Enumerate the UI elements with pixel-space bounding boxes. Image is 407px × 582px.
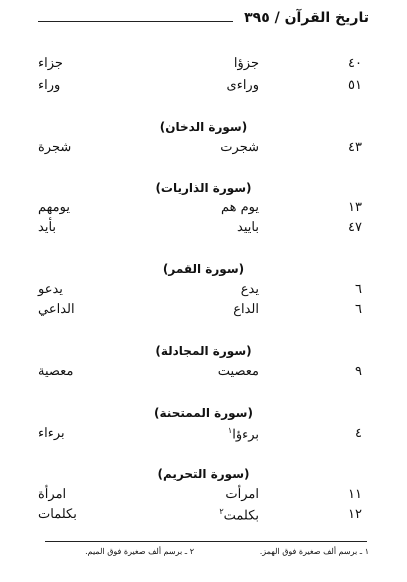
modern-spelling: برءاء — [38, 426, 65, 441]
running-header — [38, 10, 369, 32]
footnote-2: ٢ ـ برسم ألف صغيرة فوق الميم. — [85, 547, 194, 556]
verse-number: ٥١ — [348, 78, 362, 93]
page-header-title: تاريخ القرآن / ٣٩٥ — [244, 10, 369, 26]
modern-spelling: معصية — [38, 364, 74, 379]
original-spelling: يدع — [240, 282, 259, 297]
footnotes — [38, 547, 369, 561]
verse-row — [0, 282, 407, 302]
verse-number: ١٣ — [348, 200, 362, 215]
modern-spelling: بكلمات — [38, 507, 77, 522]
modern-spelling: امرأة — [38, 487, 67, 502]
surah-heading: (سورة الذاريات) — [155, 181, 252, 195]
footnote-marker: ١ — [227, 426, 233, 435]
surah-heading: (سورة التحريم) — [157, 467, 250, 481]
original-spelling: يوم هم — [220, 200, 259, 215]
original-spelling: باييد — [237, 220, 259, 235]
modern-spelling: يدعو — [38, 282, 63, 297]
modern-spelling: بأيد — [38, 220, 57, 235]
original-spelling: جزؤا — [233, 56, 259, 71]
verse-number: ١١ — [348, 487, 362, 502]
verse-number: ٦ — [355, 282, 362, 297]
verse-row — [0, 78, 407, 98]
verse-number: ٤٣ — [348, 140, 362, 155]
surah-heading: (سورة الممتحنة) — [154, 406, 253, 420]
modern-spelling: وراء — [38, 78, 61, 93]
header-rule — [38, 21, 233, 22]
modern-spelling: جزاء — [38, 56, 63, 71]
verse-row — [0, 302, 407, 322]
original-spelling: وراءى — [226, 78, 259, 93]
verse-number: ١٢ — [348, 507, 362, 522]
surah-heading: (سورة الدخان) — [159, 120, 248, 134]
verse-row — [0, 487, 407, 507]
footnote-marker: ٢ — [219, 507, 224, 516]
original-spelling: شجرت — [220, 140, 259, 155]
original-spelling: برءؤا$^١$ — [227, 426, 259, 443]
verse-row — [0, 56, 407, 76]
verse-row — [0, 364, 407, 384]
verse-row — [0, 220, 407, 240]
verse-row — [0, 507, 407, 527]
verse-row — [0, 200, 407, 220]
modern-spelling: شجرة — [38, 140, 72, 155]
verse-number: ٤٧ — [348, 220, 362, 235]
verse-number: ٩ — [355, 364, 362, 379]
modern-spelling: الداعي — [38, 302, 75, 317]
original-spelling: بكلمت$^٢$ — [219, 507, 259, 524]
original-spelling: معصيت — [217, 364, 259, 379]
verse-row — [0, 140, 407, 160]
original-spelling: امرأت — [225, 487, 259, 502]
verse-number: ٦ — [355, 302, 362, 317]
modern-spelling: يومهم — [38, 200, 70, 215]
surah-heading: (سورة القمر) — [162, 262, 245, 276]
verse-number: ٤٠ — [348, 56, 362, 71]
verse-row — [0, 426, 407, 446]
footnote-rule — [45, 541, 367, 542]
footnote-1: ١ ـ برسم ألف صغيرة فوق الهمز. — [259, 547, 369, 556]
original-spelling: الداع — [233, 302, 259, 317]
verse-number: ٤ — [355, 426, 362, 441]
surah-heading: (سورة المجادلة) — [155, 344, 252, 358]
